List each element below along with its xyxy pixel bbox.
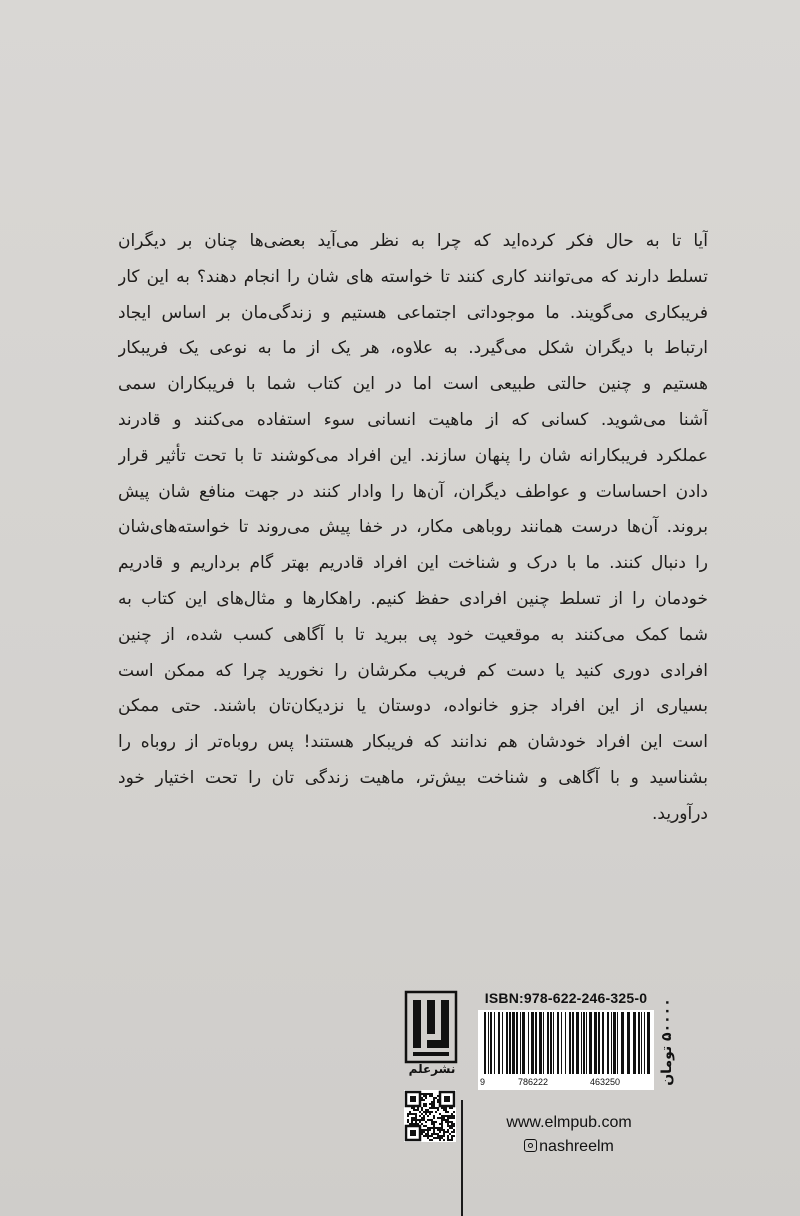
blurb-line: ارتباط با دیگران شکل می‌گیرد. به علاوه، هر یک از ما به نوعی یک فریبکار xyxy=(118,338,708,359)
instagram-icon xyxy=(524,1139,537,1152)
instagram-handle xyxy=(480,1138,658,1156)
publisher-name: نشرعلم xyxy=(408,1062,456,1076)
blurb-line: تسلط دارند که می‌توانند کاری کنند تا خواسته های شان را انجام دهند؟ به این کار xyxy=(118,266,708,287)
blurb-line: بسیاری از این افراد جزو خانواده، دوستان یا نزدیکان‌تان باشند. حتی ممکن xyxy=(118,696,708,717)
blurb-line: بروند. آن‌ها درست همانند روباهی مکار، در خفا پیش می‌روند تا خواسته‌های‌شان xyxy=(118,517,708,538)
barcode-digit-group: 786222 xyxy=(518,1077,549,1087)
website-url: www.elmpub.com xyxy=(506,1114,632,1131)
price-text: ۵۰۰۰۰ تومان xyxy=(659,998,675,1086)
price-label xyxy=(652,992,682,1092)
publisher-logo xyxy=(404,990,458,1064)
blurb-line: شما کمک می‌کنند به موقعیت خود پی ببرید تا با آگاهی کسب شده، از چنین xyxy=(118,624,708,645)
book-blurb xyxy=(118,224,708,833)
blurb-line: درآورید. xyxy=(652,803,708,824)
barcode-digit-group: 463250 xyxy=(590,1077,621,1087)
blurb-line: هستیم و چنین حالتی طبیعی است اما در این کتاب شما با فریبکاران سمی xyxy=(118,374,708,395)
barcode-digits xyxy=(478,1076,654,1090)
divider-line xyxy=(461,1100,463,1216)
barcode-icon xyxy=(478,1010,654,1076)
isbn-text: ISBN:978-622-246-325-0 xyxy=(484,990,648,1006)
blurb-line: دادن احساسات و عواطف دیگران، آن‌ها را وادار کنند در جهت منافع شان پیش xyxy=(118,481,708,502)
blurb-line: بشناسید و با آگاهی و شناخت بیش‌تر، ماهیت زندگی تان را تحت اختیار خود xyxy=(118,767,708,788)
barcode-digit-lead: 9 xyxy=(480,1077,486,1087)
blurb-line: آیا تا به حال فکر کرده‌اید که چرا به نظر می‌آید بعضی‌ها چنان بر دیگران xyxy=(118,231,708,251)
qr-code-icon xyxy=(404,1090,456,1142)
instagram-handle-text: nashreelm xyxy=(539,1138,614,1155)
blurb-line: افرادی دوری کنید یا دست کم فریب مکرشان را نخورید چرا که ممکن است xyxy=(118,660,708,681)
barcode xyxy=(478,1010,654,1076)
barcode-block xyxy=(478,990,654,1102)
qr-code xyxy=(404,1090,456,1142)
logo-mark-icon xyxy=(404,990,458,1064)
blurb-line: آشنا می‌شوید. کسانی که از ماهیت انسانی سوء استفاده می‌کنند و قادرند xyxy=(118,409,708,430)
blurb-line: است این افراد خودشان هم ندانند که فریبکار هستند! پس روباه‌تر از روباه را xyxy=(118,732,708,753)
blurb-line: فریبکاری می‌گویند. ما موجوداتی اجتماعی هستیم و زندگی‌مان بر اساس ایجاد xyxy=(118,302,708,323)
blurb-line: خودمان را از تسلط چنین افرادی حفظ کنیم. راهکارها و مثال‌های این کتاب به xyxy=(118,588,708,609)
blurb-line: را دنبال کنند. ما با درک و شناخت این افراد قادریم بهتر گام برداریم و قادریم xyxy=(118,553,708,574)
blurb-line: عملکرد فریبکارانه شان را پنهان سازند. این افراد می‌کوشند تا با تحت تأثیر قرار xyxy=(118,445,708,466)
